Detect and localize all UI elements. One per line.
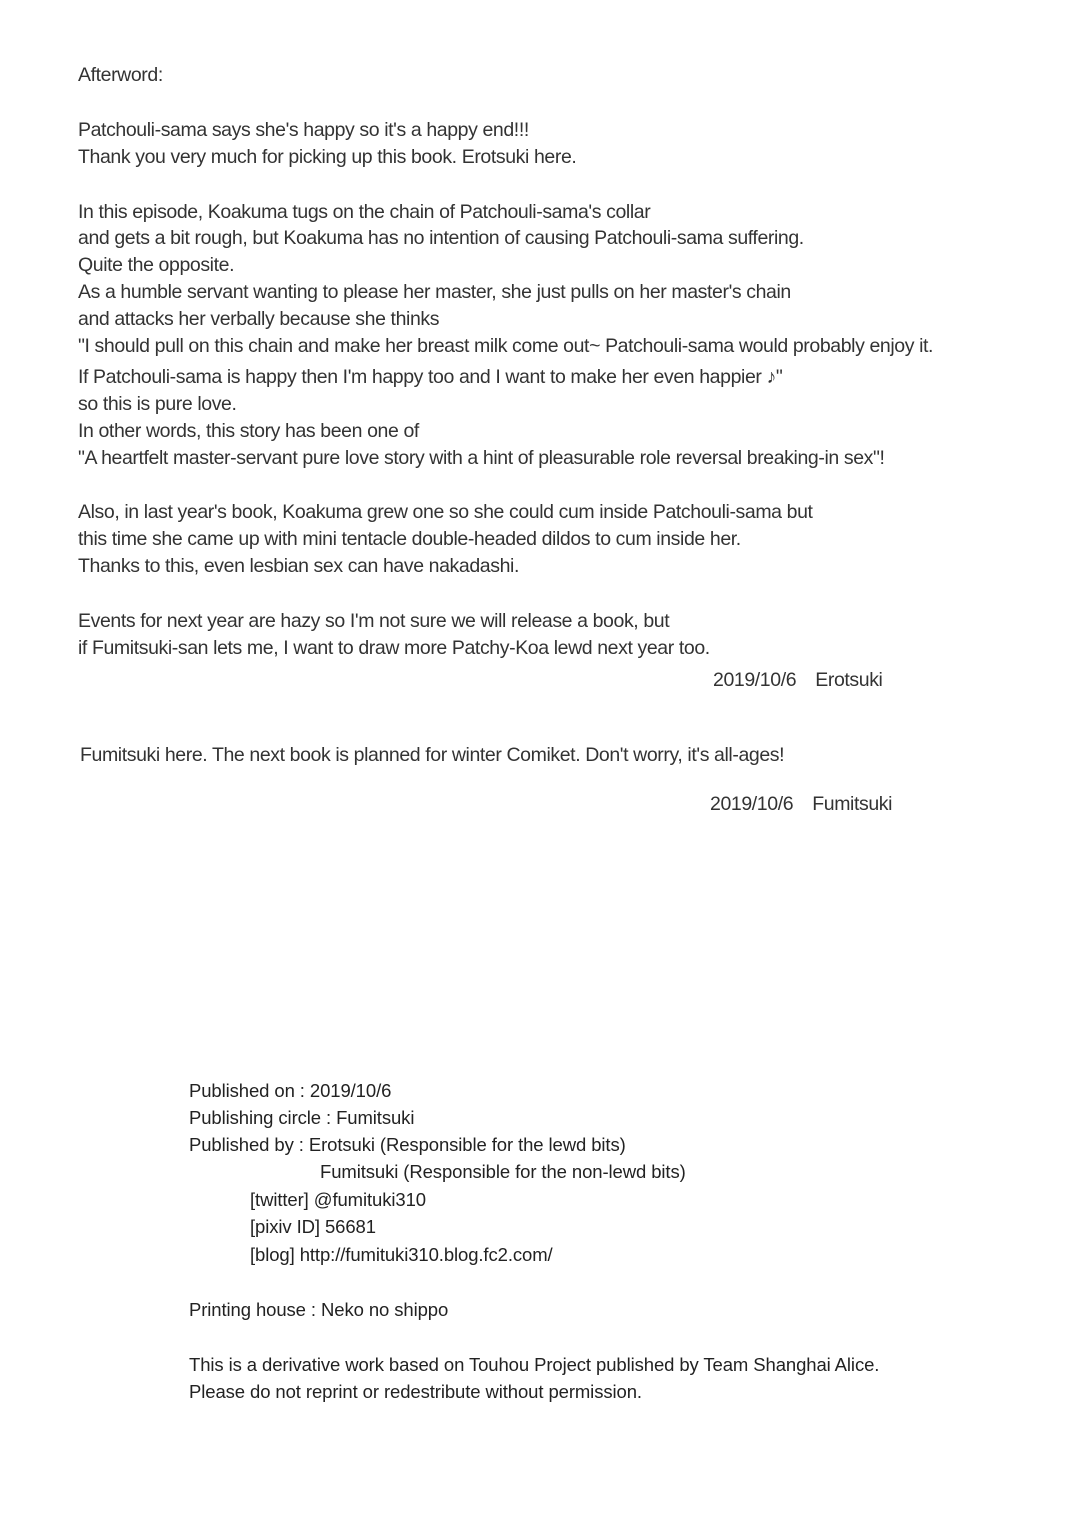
fumitsuki-note: Fumitsuki here. The next book is planned for winter Comiket. Don't worry, it's all-ages! bbox=[80, 744, 785, 766]
afterword-line: Patchouli-sama says she's happy so it's a happy end!!! bbox=[78, 119, 529, 141]
afterword-line: Events for next year are hazy so I'm not sure we will release a book, but bbox=[78, 610, 670, 632]
blog-url: [blog] http://fumituki310.blog.fc2.com/ bbox=[250, 1244, 553, 1265]
afterword-line: Thank you very much for picking up this book. Erotsuki here. bbox=[78, 146, 577, 168]
afterword-line: As a humble servant wanting to please her master, she just pulls on her master's chain bbox=[78, 281, 791, 303]
afterword-line: In other words, this story has been one of bbox=[78, 420, 419, 442]
printing-house: Printing house : Neko no shippo bbox=[189, 1299, 449, 1320]
publishing-circle: Publishing circle : Fumitsuki bbox=[189, 1107, 415, 1128]
afterword-line: Quite the opposite. bbox=[78, 254, 235, 276]
pixiv-id: [pixiv ID] 56681 bbox=[250, 1216, 376, 1237]
twitter-handle: [twitter] @fumituki310 bbox=[250, 1189, 426, 1210]
disclaimer-line: Please do not reprint or redestribute without permission. bbox=[189, 1381, 642, 1402]
published-by-2: Fumitsuki (Responsible for the non-lewd bits) bbox=[320, 1161, 686, 1182]
afterword-line: "I should pull on this chain and make her breast milk come out~ Patchouli-sama would probably enjoy it. bbox=[78, 335, 934, 357]
afterword-line: Thanks to this, even lesbian sex can have nakadashi. bbox=[78, 555, 519, 577]
afterword-line: this time she came up with mini tentacle double-headed dildos to cum inside her. bbox=[78, 528, 741, 550]
afterword-line: if Fumitsuki-san lets me, I want to draw more Patchy-Koa lewd next year too. bbox=[78, 637, 710, 659]
afterword-line: "A heartfelt master-servant pure love story with a hint of pleasurable role reversal breaking-in sex"! bbox=[78, 447, 885, 469]
afterword-heading: Afterword: bbox=[78, 64, 163, 86]
afterword-line: so this is pure love. bbox=[78, 393, 237, 415]
afterword-line: and attacks her verbally because she thinks bbox=[78, 308, 440, 330]
afterword-signature: 2019/10/6 Erotsuki bbox=[713, 669, 883, 691]
afterword-line: and gets a bit rough, but Koakuma has no intention of causing Patchouli-sama suffering. bbox=[78, 227, 804, 249]
afterword-line: In this episode, Koakuma tugs on the chain of Patchouli-sama's collar bbox=[78, 201, 651, 223]
afterword-line: Also, in last year's book, Koakuma grew one so she could cum inside Patchouli-sama but bbox=[78, 501, 813, 523]
note-signature: 2019/10/6 Fumitsuki bbox=[710, 793, 893, 815]
afterword-line: If Patchouli-sama is happy then I'm happy too and I want to make her even happier ♪" bbox=[78, 366, 783, 388]
disclaimer-line: This is a derivative work based on Touhou Project published by Team Shanghai Alice. bbox=[189, 1354, 880, 1375]
published-by: Published by : Erotsuki (Responsible for the lewd bits) bbox=[189, 1134, 626, 1155]
published-on: Published on : 2019/10/6 bbox=[189, 1080, 392, 1101]
